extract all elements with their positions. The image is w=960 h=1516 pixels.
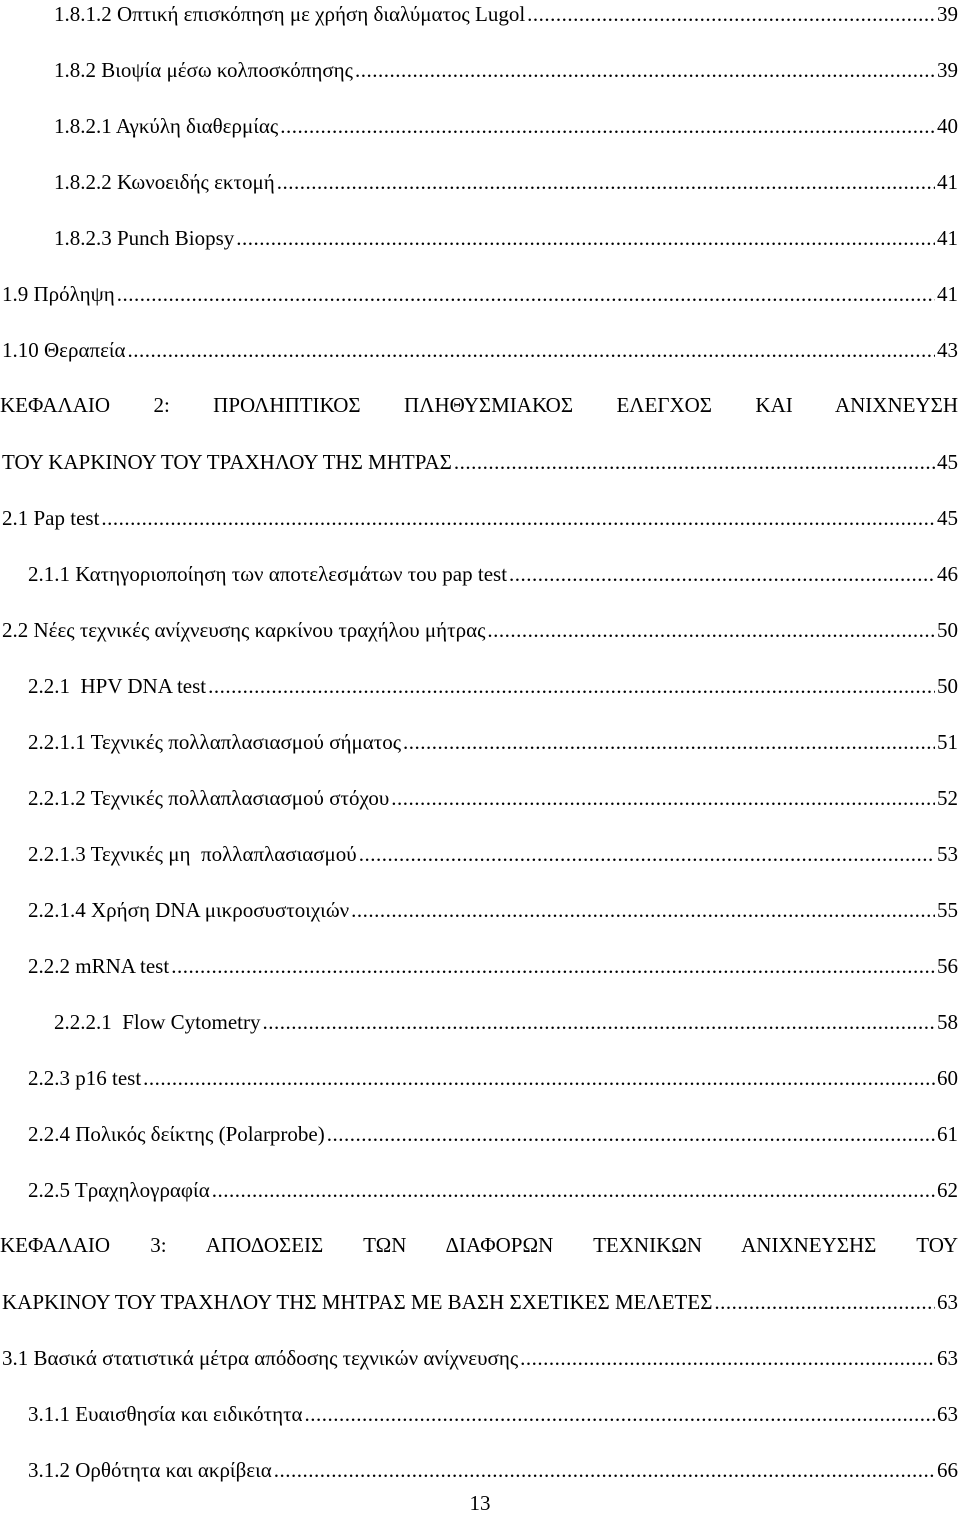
toc-entry-label: 2.1 Pap test [2,506,100,530]
toc-entry-page: 63 [937,1402,958,1426]
toc-entry-label: 3.1.2 Ορθότητα και ακρίβεια [28,1458,272,1482]
toc-entry-label: 2.2.5 Τραχηλογραφία [28,1178,210,1202]
toc-leader-dots [351,897,935,923]
toc-entry-page: 66 [937,1458,958,1482]
toc-entry[interactable] [54,1,958,27]
toc-entry-page: 50 [937,618,958,642]
toc-leader-dots [391,785,935,811]
toc-entry-label: 1.8.2 Βιοψία μέσω κολποσκόπησης [54,58,353,82]
toc-entry-page: 61 [937,1122,958,1146]
toc-entry[interactable] [28,729,958,755]
toc-entry-label: 1.8.2.3 Punch Biopsy [54,226,235,250]
toc-entry-page: 58 [937,1010,958,1034]
toc-entry-label: 2.2 Νέες τεχνικές ανίχνευσης καρκίνου τραχήλου μήτρας [2,618,486,642]
toc-entry[interactable] [28,1177,958,1203]
toc-entry-page: 56 [937,954,958,978]
toc-entry-page: 43 [937,338,958,362]
toc-entry-page: 41 [937,282,958,306]
toc-leader-dots [263,1009,935,1035]
toc-entry-page: 55 [937,898,958,922]
toc-leader-dots [327,1121,935,1147]
toc-entry[interactable] [28,953,958,979]
toc-leader-dots [274,1457,935,1483]
toc-entry-page: 62 [937,1178,958,1202]
toc-entry-label: 1.8.2.1 Αγκύλη διαθερμίας [54,114,279,138]
toc-leader-dots [714,1289,935,1315]
toc-entry-page: 63 [937,1346,958,1370]
toc-entry[interactable] [28,1121,958,1147]
toc-entry[interactable] [28,1065,958,1091]
toc-entry[interactable] [28,841,958,867]
toc-entry-page: 52 [937,786,958,810]
toc-leader-dots [527,1,935,27]
toc-leader-dots [509,561,935,587]
toc-leader-dots [403,729,935,755]
toc-entry-page: 45 [937,506,958,530]
toc-leader-dots [355,57,935,83]
toc-entry[interactable] [28,561,958,587]
toc-leader-dots [277,169,935,195]
toc-entry-label: ΚΑΡΚΙΝΟΥ ΤΟΥ ΤΡΑΧΗΛΟΥ ΤΗΣ ΜΗΤΡΑΣ ΜΕ ΒΑΣΗ ΣΧΕΤΙΚΕΣ ΜΕΛΕΤΕΣ [2,1290,713,1314]
toc-entry-label: 2.2.1.2 Τεχνικές πολλαπλασιασμού στόχου [28,786,390,810]
toc-entry-page: 53 [937,842,958,866]
toc-entry-label: 2.2.1.3 Τεχνικές μη πολλαπλασιασμού [28,842,357,866]
toc-entry-page: 51 [937,730,958,754]
toc-leader-dots [236,225,935,251]
toc-leader-dots [487,617,935,643]
toc-entry[interactable] [28,897,958,923]
toc-entry[interactable] [54,57,958,83]
toc-entry-label: 1.10 Θεραπεία [2,338,126,362]
toc-leader-dots [171,953,935,979]
toc-entry-label: 1.9 Πρόληψη [2,282,115,306]
toc-entry-label: 2.2.4 Πολικός δείκτης (Polarprobe) [28,1122,325,1146]
toc-entry[interactable] [28,1401,958,1427]
toc-leader-dots [520,1345,935,1371]
toc-entry[interactable] [2,505,958,531]
toc-leader-dots [208,673,935,699]
toc-entry-label: 2.2.2.1 Flow Cytometry [54,1010,261,1034]
toc-entry[interactable] [28,1457,958,1483]
toc-entry-label: 2.2.2 mRNA test [28,954,170,978]
toc-entry-label: 2.1.1 Κατηγοριοποίηση των αποτελεσμάτων του pap test [28,562,508,586]
toc-entry[interactable] [54,1009,958,1035]
toc-entry-label: 2.2.1.1 Τεχνικές πολλαπλασιασμού σήματος [28,730,402,754]
toc-entry-label: ΤΟΥ ΚΑΡΚΙΝΟΥ ΤΟΥ ΤΡΑΧΗΛΟΥ ΤΗΣ ΜΗΤΡΑΣ [2,450,452,474]
toc-leader-dots [305,1401,935,1427]
page-number: 13 [469,1491,491,1515]
toc-entry-page: 46 [937,562,958,586]
toc-entry-page: 39 [937,2,958,26]
toc-entry[interactable] [54,113,958,139]
toc-entry[interactable] [54,225,958,251]
toc-leader-dots [128,337,935,363]
toc-entry-label: 2.2.1 HPV DNA test [28,674,207,698]
toc-leader-dots [212,1177,935,1203]
toc-leader-dots [280,113,935,139]
toc-entry-page: 41 [937,226,958,250]
toc-leader-dots [101,505,935,531]
toc-entry-label: 3.1 Βασικά στατιστικά μέτρα απόδοσης τεχνικών ανίχνευσης [2,1346,519,1370]
toc-chapter-heading[interactable]: ΚΕΦΑΛΑΙΟ 3: ΑΠΟΔΟΣΕΙΣ ΤΩΝ ΔΙΑΦΟΡΩΝ ΤΕΧΝΙΚΩΝ ΑΝΙΧΝΕΥΣΗΣ ΤΟΥ [0,1233,958,1257]
toc-entry-page: 39 [937,58,958,82]
toc-entry-page: 60 [937,1066,958,1090]
toc-entry-page: 41 [937,170,958,194]
toc-entry-label: 3.1.1 Ευαισθησία και ειδικότητα [28,1402,303,1426]
toc-entry-page: 50 [937,674,958,698]
toc-entry[interactable] [2,1289,958,1315]
toc-leader-dots [143,1065,935,1091]
toc-entry-label: 1.8.2.2 Κωνοειδής εκτομή [54,170,275,194]
toc-entry-label: 2.2.1.4 Χρήση DNA μικροσυστοιχιών [28,898,350,922]
toc-entry[interactable] [28,785,958,811]
toc-entry[interactable] [2,617,958,643]
toc-entry[interactable] [2,1345,958,1371]
toc-chapter-heading[interactable]: ΚΕΦΑΛΑΙΟ 2: ΠΡΟΛΗΠΤΙΚΟΣ ΠΛΗΘΥΣΜΙΑΚΟΣ ΕΛΕΓΧΟΣ ΚΑΙ ΑΝΙΧΝΕΥΣΗ [0,393,958,417]
toc-entry[interactable] [2,449,958,475]
toc-leader-dots [359,841,935,867]
toc-entry-label: 2.2.3 p16 test [28,1066,142,1090]
toc-entry-page: 40 [937,114,958,138]
toc-entry-page: 63 [937,1290,958,1314]
toc-entry-label: 1.8.1.2 Οπτική επισκόπηση με χρήση διαλύματος Lugol [54,2,526,26]
toc-entry-page: 45 [937,450,958,474]
toc-entry[interactable] [2,281,958,307]
toc-leader-dots [117,281,935,307]
toc-leader-dots [454,449,935,475]
toc-entry[interactable] [54,169,958,195]
toc-entry[interactable] [2,337,958,363]
toc-entry[interactable] [28,673,958,699]
